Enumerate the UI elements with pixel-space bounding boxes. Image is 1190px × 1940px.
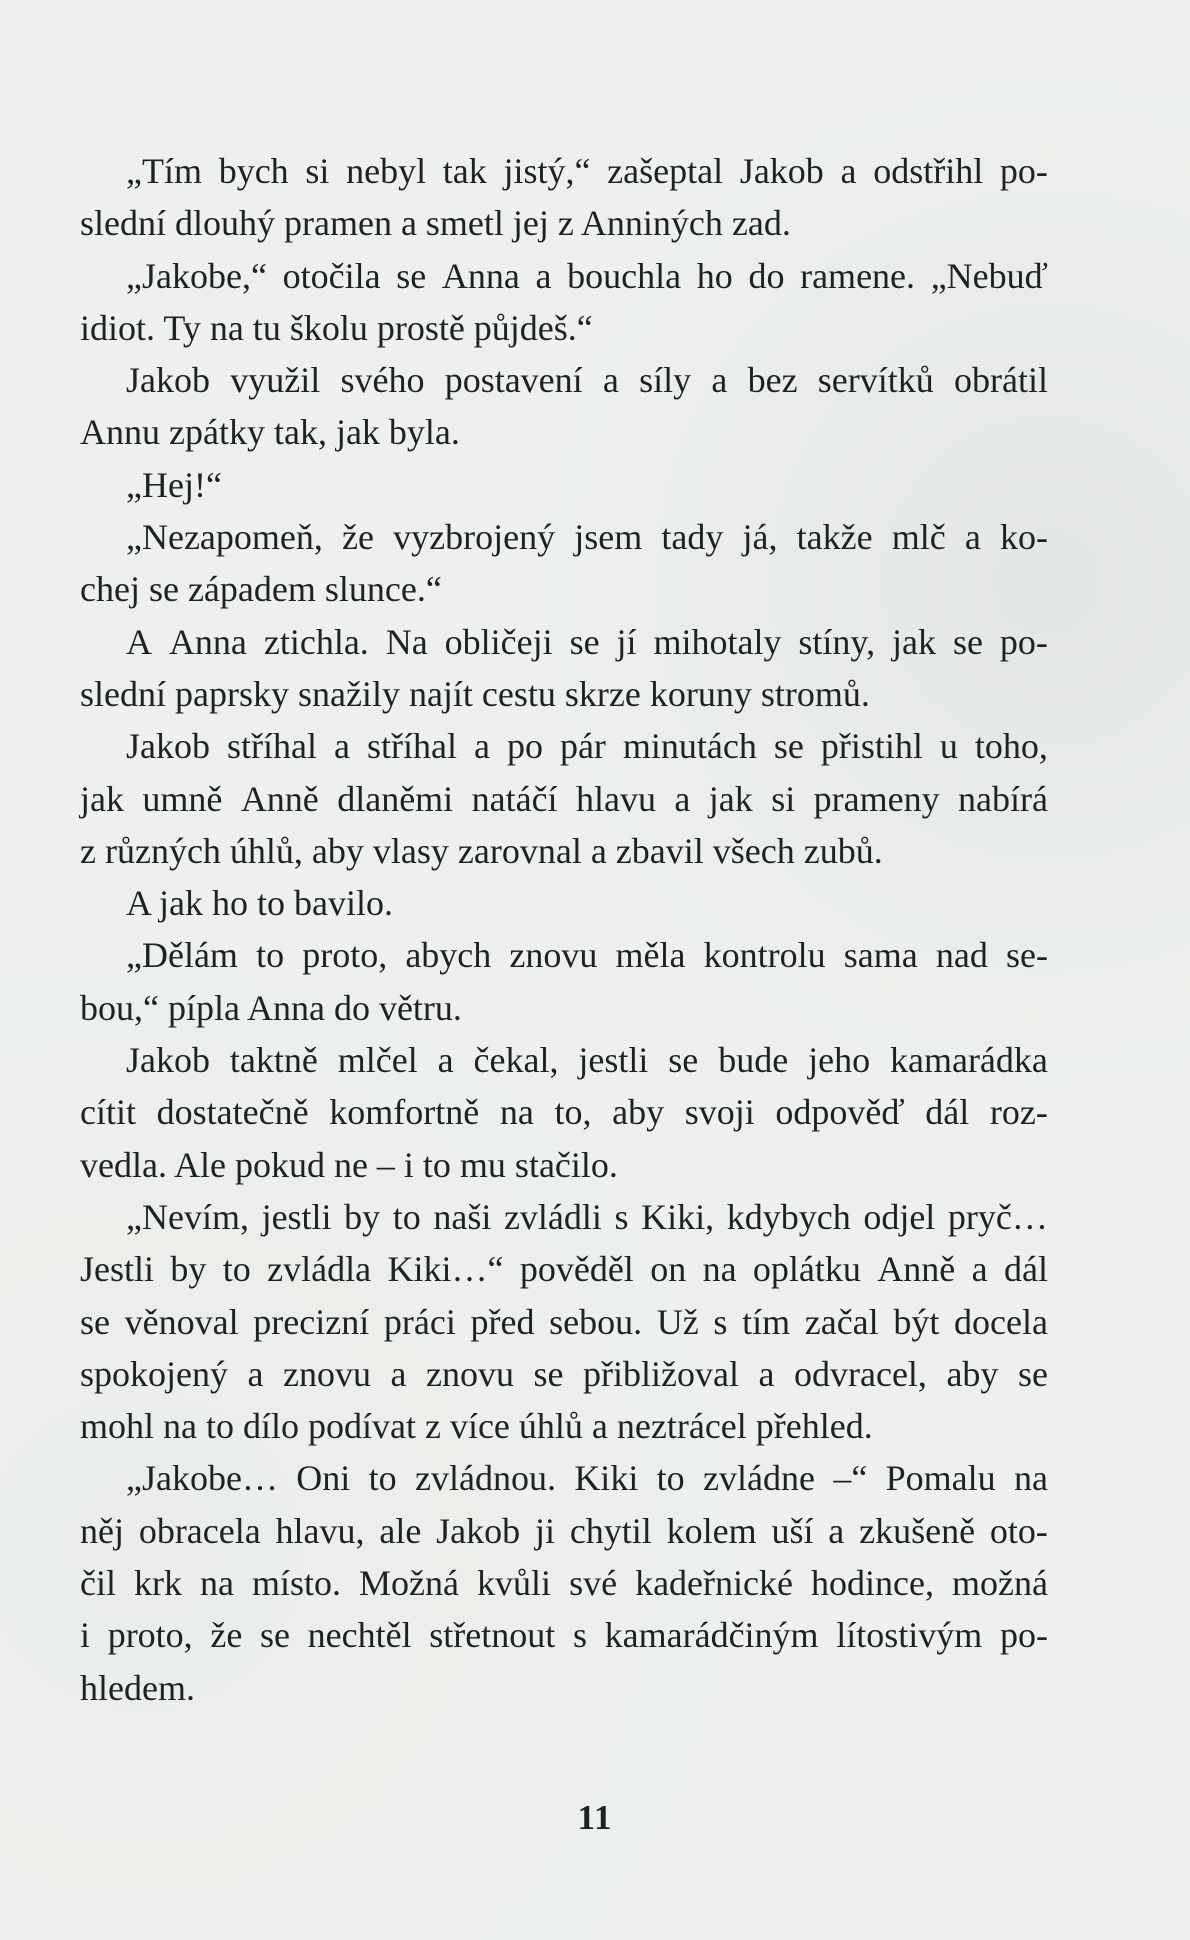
- text-word: s: [572, 1615, 587, 1656]
- text-word: stíny,: [798, 621, 876, 662]
- text-word: a: [473, 726, 490, 767]
- text-word: a: [971, 1249, 988, 1290]
- text-word: jak: [80, 778, 124, 819]
- text-line: [80, 1348, 1048, 1400]
- text-word: po-: [999, 151, 1048, 191]
- text-word: nebyl: [346, 151, 427, 191]
- text-word: natáčí: [471, 778, 558, 819]
- text-word: jí: [616, 621, 637, 662]
- text-line: [80, 1191, 1048, 1243]
- text-word: dál: [1004, 1249, 1048, 1290]
- text-word: kontrolu: [703, 935, 826, 976]
- text-line: [80, 145, 1048, 197]
- text-line: A jak ho to bavilo.: [126, 883, 393, 924]
- text-word: A: [126, 621, 152, 662]
- text-line: idiot. Ty na tu školu prostě půjdeš.“: [80, 307, 593, 348]
- text-word: ho: [696, 255, 733, 296]
- text-line: [80, 1452, 1048, 1504]
- text-word: naši: [433, 1196, 492, 1237]
- text-word: nabírá: [958, 778, 1048, 819]
- text-word: hlavu: [575, 778, 656, 819]
- text-word: prameny: [813, 778, 940, 819]
- text-line: z různých úhlů, aby vlasy zarovnal a zbavil všech zubů.: [80, 830, 883, 871]
- text-line: vedla. Ale pokud ne – i to mu stačilo.: [80, 1144, 618, 1185]
- text-word: cítit: [80, 1092, 136, 1133]
- text-word: to: [392, 1196, 421, 1237]
- text-word: začal: [804, 1301, 879, 1342]
- text-word: hlavu,: [275, 1510, 365, 1551]
- text-word: já,: [742, 517, 778, 558]
- text-word: čekal,: [473, 1040, 559, 1081]
- text-word: jistý,“: [503, 151, 591, 191]
- text-word: bude: [718, 1040, 789, 1081]
- text-word: zvládnou.: [415, 1458, 556, 1499]
- text-word: zkušeně: [859, 1510, 976, 1551]
- text-word: lítostivým: [836, 1615, 983, 1656]
- text-line: [80, 511, 1048, 563]
- text-word: kamarádčiným: [604, 1615, 819, 1656]
- text-word: a: [535, 255, 552, 296]
- text-word: a: [390, 1353, 407, 1394]
- text-word: Anně: [240, 778, 319, 819]
- text-word: nechtěl: [307, 1615, 412, 1656]
- text-word: bych: [218, 151, 289, 191]
- text-word: Možná: [359, 1563, 460, 1604]
- text-line: hledem.: [80, 1667, 195, 1708]
- text-line: [80, 1296, 1048, 1348]
- text-word: a: [964, 517, 981, 558]
- text-word: postavení: [444, 360, 583, 401]
- text-word: sama: [843, 935, 918, 976]
- text-word: zvládli: [503, 1196, 602, 1237]
- text-line: [80, 773, 1048, 825]
- text-word: znovu: [509, 935, 598, 976]
- text-word: síly: [639, 360, 692, 401]
- text-word: otočila: [282, 255, 381, 296]
- text-word: uší: [771, 1510, 814, 1551]
- text-word: využil: [230, 360, 321, 401]
- text-word: kdybych: [726, 1196, 851, 1237]
- text-word: mihotaly: [653, 621, 782, 662]
- text-word: a: [437, 1040, 454, 1081]
- text-word: spokojený: [80, 1353, 228, 1394]
- text-word: by: [344, 1196, 381, 1237]
- text-line: [80, 1609, 1048, 1661]
- text-word: stříhal: [366, 726, 457, 767]
- text-word: se: [773, 726, 804, 767]
- text-line: [80, 354, 1048, 406]
- text-word: kamarádka: [889, 1040, 1048, 1081]
- text-word: a: [711, 360, 728, 401]
- text-word: toho,: [974, 726, 1048, 767]
- text-word: „Nebuď: [930, 255, 1048, 296]
- text-word: na: [702, 1249, 737, 1290]
- text-line: [80, 720, 1048, 772]
- text-word: to: [222, 1249, 251, 1290]
- text-line: [80, 1086, 1048, 1138]
- text-word: po-: [999, 621, 1048, 662]
- text-word: u: [939, 726, 958, 767]
- text-word: pár: [559, 726, 606, 767]
- text-line: [80, 1557, 1048, 1609]
- text-word: se: [533, 1353, 564, 1394]
- text-word: svého: [340, 360, 425, 401]
- text-word: to: [656, 1458, 685, 1499]
- text-word: krk: [134, 1563, 182, 1604]
- text-line: mohl na to dílo podívat z více úhlů a neztrácel přehled.: [80, 1406, 873, 1447]
- text-word: měla: [615, 935, 686, 976]
- text-word: ramene.: [800, 255, 916, 296]
- text-word: Oni: [296, 1458, 351, 1499]
- text-word: obličeji: [444, 621, 553, 662]
- text-word: Jakob: [436, 1510, 521, 1551]
- text-word: čil: [80, 1563, 116, 1604]
- text-word: umně: [142, 778, 223, 819]
- text-word: komfortně: [329, 1092, 480, 1133]
- text-word: Pomalu: [885, 1458, 996, 1499]
- text-word: aby: [612, 1092, 665, 1133]
- text-word: s: [614, 1196, 629, 1237]
- text-word: kvůli: [477, 1563, 552, 1604]
- text-word: ko-: [999, 517, 1048, 558]
- text-word: Jakob: [126, 1040, 210, 1081]
- text-word: se: [668, 1040, 699, 1081]
- text-line: [80, 250, 1048, 302]
- text-word: před: [470, 1301, 535, 1342]
- text-word: taktně: [229, 1040, 318, 1081]
- text-word: Jakob: [126, 726, 210, 767]
- text-word: znovu: [426, 1353, 514, 1394]
- text-word: hodince,: [811, 1563, 934, 1604]
- text-line: [80, 1243, 1048, 1295]
- text-word: by: [170, 1249, 207, 1290]
- text-word: docela: [954, 1301, 1048, 1342]
- text-word: dál: [925, 1092, 970, 1133]
- text-line: [80, 1034, 1048, 1086]
- text-word: mlč: [891, 517, 946, 558]
- text-word: „Tím: [126, 151, 202, 191]
- text-word: tak: [442, 151, 487, 191]
- text-word: precizní: [253, 1301, 370, 1342]
- text-word: že: [342, 517, 375, 558]
- text-word: a: [758, 1353, 775, 1394]
- text-word: se: [569, 621, 600, 662]
- text-word: dostatečně: [156, 1092, 309, 1133]
- text-word: mlčel: [337, 1040, 418, 1081]
- text-word: jak: [892, 621, 937, 662]
- text-word: své: [569, 1563, 618, 1604]
- text-word: tím: [742, 1301, 791, 1342]
- text-word: „Jakobe,“: [126, 255, 267, 296]
- text-word: to: [368, 1458, 397, 1499]
- text-word: bez: [747, 360, 798, 401]
- text-word: chytil: [569, 1510, 652, 1551]
- text-word: do: [748, 255, 785, 296]
- text-word: místo.: [252, 1563, 342, 1604]
- text-word: tady: [661, 517, 724, 558]
- text-word: kolem: [666, 1510, 757, 1551]
- text-word: být: [893, 1301, 940, 1342]
- text-word: sebou.: [549, 1301, 643, 1342]
- text-line: Annu zpátky tak, jak byla.: [80, 412, 460, 453]
- text-word: kadeřnické: [635, 1563, 793, 1604]
- text-word: a: [333, 726, 350, 767]
- text-word: vyzbrojený: [393, 517, 556, 558]
- text-word: svoji: [684, 1092, 755, 1133]
- text-word: „Nevím,: [126, 1196, 249, 1237]
- text-word: proto,: [302, 935, 388, 976]
- text-word: to: [256, 935, 285, 976]
- text-word: střetnout: [429, 1615, 556, 1656]
- text-word: Anně: [877, 1249, 956, 1290]
- text-line: „Hej!“: [126, 464, 222, 505]
- text-word: odstřihl: [873, 151, 984, 191]
- text-word: a: [602, 360, 619, 401]
- text-word: něj: [80, 1510, 124, 1551]
- text-word: odvracel,: [794, 1353, 927, 1394]
- text-word: on: [650, 1249, 687, 1290]
- text-word: pověděl: [519, 1249, 634, 1290]
- text-word: ale: [379, 1510, 422, 1551]
- text-word: a: [828, 1510, 845, 1551]
- page-body-text: [80, 145, 1048, 1714]
- text-line: slední dlouhý pramen a smetl jej z Anniných zad.: [80, 203, 791, 244]
- text-word: odpověď: [775, 1092, 905, 1133]
- text-word: znovu: [283, 1353, 371, 1394]
- text-word: Anna: [168, 621, 247, 662]
- text-word: odjel: [863, 1196, 936, 1237]
- text-word: na: [499, 1092, 534, 1133]
- text-word: zvládla: [267, 1249, 372, 1290]
- text-word: po: [506, 726, 543, 767]
- text-word: Už: [656, 1301, 699, 1342]
- text-word: „Nezapomeň,: [126, 517, 323, 558]
- text-word: si: [771, 778, 796, 819]
- text-word: dlaněmi: [337, 778, 454, 819]
- text-word: jestli: [578, 1040, 649, 1081]
- text-word: –“: [833, 1458, 868, 1499]
- text-line: [80, 1505, 1048, 1557]
- text-word: stříhal: [227, 726, 317, 767]
- text-word: „Dělám: [126, 935, 238, 976]
- text-word: „Jakobe…: [126, 1458, 278, 1499]
- text-word: Na: [385, 621, 428, 662]
- text-word: se: [396, 255, 427, 296]
- text-word: obracela: [138, 1510, 261, 1551]
- text-word: a: [840, 151, 857, 191]
- text-word: abych: [405, 935, 492, 976]
- text-word: ztichla.: [263, 621, 369, 662]
- text-word: se: [1017, 1353, 1048, 1394]
- text-word: oto-: [989, 1510, 1048, 1551]
- text-word: nad: [935, 935, 988, 976]
- text-word: jak: [708, 778, 753, 819]
- text-word: že: [210, 1615, 243, 1656]
- text-word: přibližoval: [583, 1353, 739, 1394]
- text-word: Kiki: [574, 1458, 639, 1499]
- text-word: s: [713, 1301, 728, 1342]
- text-line: slední paprsky snažily najít cestu skrze koruny stromů.: [80, 673, 870, 714]
- text-word: po-: [999, 1615, 1048, 1656]
- text-word: takže: [796, 517, 873, 558]
- text-word: se-: [1005, 935, 1048, 976]
- text-word: to,: [554, 1092, 592, 1133]
- text-word: se: [260, 1615, 290, 1656]
- text-word: minutách: [622, 726, 757, 767]
- text-word: jeho: [808, 1040, 871, 1081]
- text-word: proto,: [107, 1615, 193, 1656]
- text-word: roz-: [989, 1092, 1048, 1133]
- text-word: pryč…: [947, 1196, 1048, 1237]
- text-word: obrátil: [954, 360, 1048, 401]
- text-line: chej se západem slunce.“: [80, 569, 442, 610]
- text-word: ji: [534, 1510, 555, 1551]
- text-word: a: [674, 778, 691, 819]
- text-word: aby: [946, 1353, 999, 1394]
- text-word: zvládne: [703, 1458, 815, 1499]
- text-word: oplátku: [752, 1249, 861, 1290]
- text-word: práci: [383, 1301, 456, 1342]
- text-word: možná: [951, 1563, 1048, 1604]
- text-word: Anna: [441, 255, 520, 296]
- text-word: zašeptal: [607, 151, 724, 191]
- text-word: na: [200, 1563, 234, 1604]
- text-word: Jakob: [126, 360, 210, 401]
- page-number: 11: [577, 1798, 613, 1837]
- text-line: [80, 616, 1048, 668]
- text-word: Jestli: [80, 1249, 155, 1290]
- text-word: se: [952, 621, 983, 662]
- text-word: a: [247, 1353, 264, 1394]
- text-word: přistihl: [820, 726, 923, 767]
- text-line: [80, 929, 1048, 981]
- text-word: Kiki,: [641, 1196, 715, 1237]
- text-word: Jakob: [739, 151, 824, 191]
- text-word: jestli: [261, 1196, 332, 1237]
- text-word: Kiki…“: [387, 1249, 504, 1290]
- text-line: bou,“ pípla Anna do větru.: [80, 987, 462, 1028]
- text-word: věnoval: [124, 1301, 239, 1342]
- text-word: bouchla: [567, 255, 682, 296]
- text-word: i: [80, 1615, 91, 1656]
- text-word: servítků: [817, 360, 934, 401]
- text-word: si: [305, 151, 330, 191]
- text-word: se: [80, 1301, 110, 1342]
- text-word: jsem: [574, 517, 643, 558]
- text-word: na: [1014, 1458, 1048, 1499]
